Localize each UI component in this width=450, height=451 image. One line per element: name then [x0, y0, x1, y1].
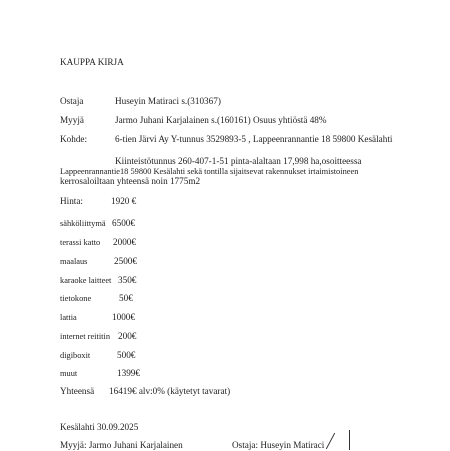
item-label: maalaus	[60, 257, 88, 266]
place-date: Kesälahti 30.09.2025	[60, 422, 139, 432]
item-label: tietokone	[60, 294, 92, 303]
buyer-label: Ostaja	[60, 96, 84, 106]
item-label: internet reititin	[60, 332, 111, 341]
subject-label: Kohde:	[60, 134, 88, 144]
item-value: 6500€	[112, 218, 135, 228]
total-value: 16419€ alv:0% (käytetyt tavarat)	[109, 386, 231, 396]
item-value: 1399€	[117, 368, 140, 378]
seller-signature-line: Myyjä: Jarmo Juhani Karjalainen	[60, 440, 183, 450]
property-description-line2: Lappeenrannantie18 59800 Kesälahti sekä tontilla sijaitsevat rakennukset irtaimistoineen	[60, 167, 359, 176]
total-label: Yhteensä	[60, 386, 95, 396]
item-value: 50€	[119, 293, 133, 303]
signature-stroke	[349, 430, 350, 450]
buyer-value: Huseyin Matiraci s.(310367)	[115, 96, 221, 106]
item-value: 1920 €	[111, 196, 137, 206]
item-label: lattia	[60, 313, 77, 322]
item-label: Hinta:	[60, 196, 83, 206]
property-description-line1: Kiinteistötunnus 260-407-1-51 pinta-alaltaan 17,998 ha,osoitteessa	[115, 156, 362, 166]
seller-label: Myyjä	[60, 115, 84, 125]
signature-stroke	[326, 433, 335, 449]
item-value: 500€	[117, 350, 136, 360]
item-label: sähköliittymä	[60, 219, 106, 228]
item-label: muut	[60, 369, 78, 378]
item-value: 2500€	[114, 256, 137, 266]
item-value: 200€	[118, 331, 137, 341]
buyer-signature-line: Ostaja: Huseyin Matiraci	[232, 440, 325, 450]
property-description-line3: kerrosaloiltaan yhteensä noin 1775m2	[60, 176, 201, 186]
document-title: KAUPPA KIRJA	[60, 57, 124, 67]
item-value: 2000€	[113, 237, 136, 247]
seller-value: Jarmo Juhani Karjalainen s.(160161) Osuus yhtiöstä 48%	[115, 115, 327, 125]
item-value: 350€	[118, 275, 137, 285]
item-value: 1000€	[112, 312, 135, 322]
subject-value: 6-tien Järvi Ay Y-tunnus 3529893-5 , Lappeenrannantie 18 59800 Kesälahti	[115, 134, 393, 144]
item-label: terassi katto	[60, 238, 101, 247]
item-label: digiboxit	[60, 351, 91, 360]
item-label: karaoke laitteet	[60, 276, 112, 285]
